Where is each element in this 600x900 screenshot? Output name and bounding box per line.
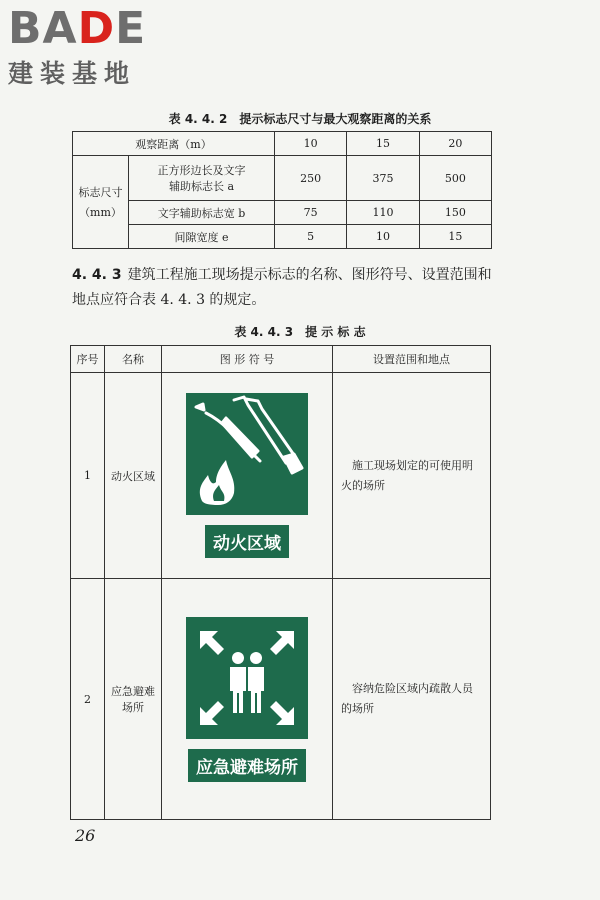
value-cell: 10 [347, 225, 419, 249]
table-row [71, 579, 491, 820]
sign-symbol-cell [162, 373, 333, 579]
sign-label: 应急避难场所 [188, 749, 306, 782]
row-number: 1 [71, 373, 105, 579]
header-cell: 20 [419, 132, 491, 156]
welding-fire-icon [186, 393, 308, 515]
header-cell: 图 形 符 号 [162, 346, 333, 373]
row-number: 2 [71, 579, 105, 820]
sign-name: 应急避难 场所 [105, 579, 162, 820]
page-number: 26 [75, 826, 96, 845]
table-row [73, 201, 492, 225]
prompt-sign-table [70, 345, 491, 820]
value-cell: 500 [419, 156, 491, 201]
row-label-cell: 文字辅助标志宽 b [129, 201, 275, 225]
header-cell: 设置范围和地点 [333, 346, 491, 373]
group-label-cell: 标志尺寸 （mm） [73, 156, 129, 249]
place-cell: 施工现场划定的可使用明火的场所 [333, 373, 491, 579]
table-row [73, 225, 492, 249]
table-4-4-3-caption: 表 4. 4. 3 提 示 标 志 [234, 325, 366, 339]
table-row [73, 132, 492, 156]
emergency-assembly-icon [186, 617, 308, 739]
value-cell: 375 [347, 156, 419, 201]
section-text: 建筑工程施工现场提示标志的名称、图形符号、设置范围和地点应符合表 4. 4. 3 的规定。 [72, 267, 492, 308]
logo-brand: BADE [8, 3, 147, 54]
table-row [71, 346, 491, 373]
place-cell: 容纳危险区域内疏散人员的场所 [333, 579, 491, 820]
header-cell: 序号 [71, 346, 105, 373]
header-cell: 观察距离（m） [73, 132, 275, 156]
table-row [73, 156, 492, 201]
header-cell: 15 [347, 132, 419, 156]
header-cell: 10 [275, 132, 347, 156]
value-cell: 250 [275, 156, 347, 201]
logo [8, 3, 188, 90]
value-cell: 110 [347, 201, 419, 225]
header-cell: 名称 [105, 346, 162, 373]
sign-label: 动火区域 [205, 525, 289, 558]
table-row [71, 373, 491, 579]
value-cell: 150 [419, 201, 491, 225]
value-cell: 5 [275, 225, 347, 249]
row-label-cell: 正方形边长及文字 辅助标志长 a [129, 156, 275, 201]
row-label-cell: 间隙宽度 e [129, 225, 275, 249]
table-4-4-2-caption: 表 4. 4. 2 提示标志尺寸与最大观察距离的关系 [168, 112, 432, 126]
sign-symbol-cell [162, 579, 333, 820]
value-cell: 15 [419, 225, 491, 249]
size-distance-table [72, 131, 492, 249]
section-number: 4. 4. 3 [72, 267, 122, 283]
value-cell: 75 [275, 201, 347, 225]
logo-subtitle: 建装基地 [8, 59, 137, 88]
sign-name: 动火区域 [105, 373, 162, 579]
section-paragraph [72, 263, 497, 313]
